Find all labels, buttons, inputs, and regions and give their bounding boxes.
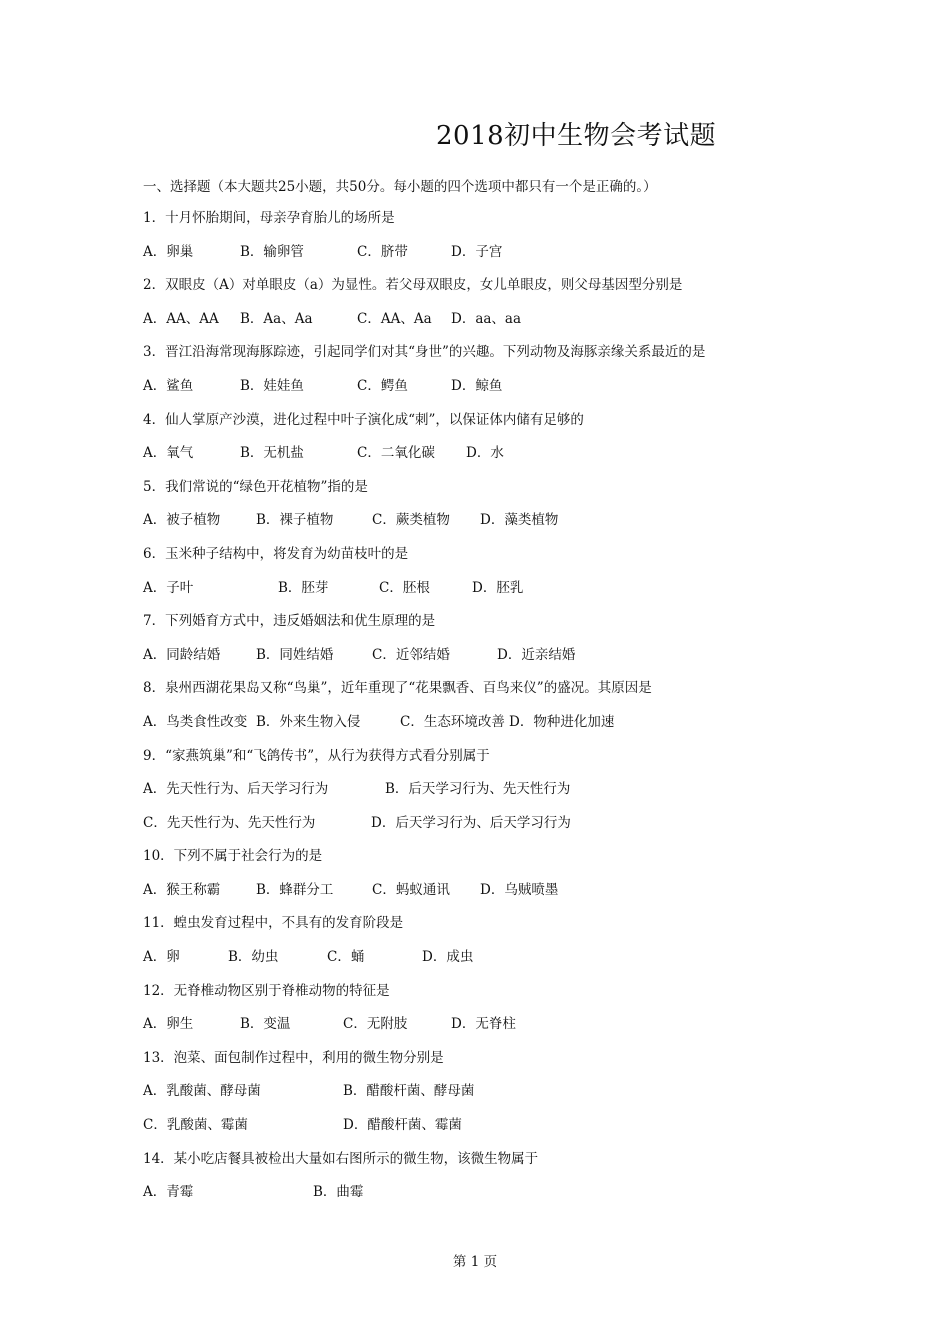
page-number: 第 1 页: [452, 1254, 498, 1270]
answer-option: A．被子植物: [143, 512, 221, 529]
answer-option: D．水: [466, 445, 504, 462]
question-text: 2．双眼皮（A）对单眼皮（a）为显性。若父母双眼皮，女儿单眼皮，则父母基因型分别是: [143, 277, 683, 294]
section-heading: 一、选择题（本大题共25小题，共50分。每小题的四个选项中都只有一个是正确的。）: [143, 179, 657, 195]
option-row: [143, 308, 823, 342]
answer-option: D．胚乳: [472, 579, 524, 596]
answer-option: A．卵巢: [143, 243, 194, 260]
answer-option: D．鲸鱼: [451, 377, 503, 394]
answer-option: A．青霉: [143, 1184, 194, 1201]
option-row: [143, 644, 823, 678]
option-row: [143, 509, 823, 543]
answer-option: B．幼虫: [228, 949, 279, 966]
answer-option: A．鲨鱼: [143, 377, 194, 394]
question-text: 6．玉米种子结构中，将发育为幼苗枝叶的是: [143, 545, 409, 562]
question-text: 10．下列不属于社会行为的是: [143, 848, 323, 865]
question-list: [143, 207, 823, 1215]
answer-option: C．二氧化碳: [357, 445, 435, 462]
answer-option: A．猴王称霸: [143, 881, 221, 898]
option-row: [143, 1013, 823, 1047]
option-row: [143, 946, 823, 980]
answer-option: C．胚根: [379, 579, 430, 596]
answer-option: A．同龄结婚: [143, 646, 221, 663]
answer-option: C．蕨类植物: [372, 512, 450, 529]
question-text: 1．十月怀胎期间，母亲孕育胎儿的场所是: [143, 210, 395, 226]
answer-option: D．aa、aa: [451, 310, 522, 327]
question-text: 13．泡菜、面包制作过程中，利用的微生物分别是: [143, 1049, 444, 1066]
answer-option: D．后天学习行为、后天学习行为: [371, 814, 571, 831]
option-row: [143, 778, 823, 812]
question-text: 5．我们常说的“绿色开花植物”指的是: [143, 478, 368, 495]
answer-option: B．输卵管: [240, 243, 304, 260]
answer-option: D．成虫: [422, 949, 474, 966]
option-row: [143, 711, 823, 745]
answer-option: B．外来生物入侵: [256, 713, 361, 730]
question-text: 12．无脊椎动物区别于脊椎动物的特征是: [143, 982, 390, 999]
answer-option: C．蚂蚁通讯: [372, 881, 450, 898]
answer-option: B．变温: [240, 1016, 291, 1033]
answer-option: C．鳄鱼: [357, 377, 408, 394]
answer-option: B．后天学习行为、先天性行为: [385, 781, 571, 798]
answer-option: B．同姓结婚: [256, 646, 334, 663]
answer-option: D．近亲结婚: [497, 646, 576, 663]
question-text: 8．泉州西湖花果岛又称“鸟巢”，近年重现了“花果飘香、百鸟来仪”的盛况。其原因是: [143, 680, 652, 697]
answer-option: C．蛹: [327, 949, 365, 966]
answer-option: B．Aa、Aa: [240, 310, 313, 327]
option-row: [143, 375, 823, 409]
question-text: 9．“家燕筑巢”和“飞鸽传书”，从行为获得方式看分别属于: [143, 747, 490, 764]
answer-option: B．曲霉: [313, 1184, 364, 1201]
answer-option: C．近邻结婚: [372, 646, 450, 663]
answer-option: A．乳酸菌、酵母菌: [143, 1083, 261, 1100]
option-row: [143, 812, 823, 846]
option-row: [143, 241, 823, 275]
answer-option: B．蜂群分工: [256, 881, 334, 898]
answer-option: C．生态环境改善: [400, 713, 505, 730]
answer-option: D．藻类植物: [480, 512, 559, 529]
question-text: 7．下列婚育方式中，违反婚姻法和优生原理的是: [143, 613, 436, 630]
answer-option: C．乳酸菌、霉菌: [143, 1117, 248, 1134]
answer-option: C．无附肢: [343, 1016, 408, 1033]
page-title: 2018初中生物会考试题: [436, 121, 717, 151]
option-row: [143, 879, 823, 913]
answer-option: C．脐带: [357, 243, 408, 260]
option-row: [143, 442, 823, 476]
answer-option: D．物种进化加速: [509, 713, 615, 730]
answer-option: A．氧气: [143, 445, 194, 462]
answer-option: A．AA、AA: [143, 310, 219, 327]
answer-option: C．先天性行为、先天性行为: [143, 814, 316, 831]
answer-option: D．子宫: [451, 243, 503, 260]
answer-option: B．醋酸杆菌、酵母菌: [343, 1083, 475, 1100]
option-row: [143, 1080, 823, 1114]
answer-option: D．无脊柱: [451, 1016, 516, 1033]
question-text: 14．某小吃店餐具被检出大量如右图所示的微生物，该微生物属于: [143, 1150, 539, 1167]
answer-option: D．醋酸杆菌、霉菌: [343, 1117, 462, 1134]
question-text: 3．晋江沿海常现海豚踪迹，引起同学们对其“身世”的兴趣。下列动物及海豚亲缘关系最近的是: [143, 344, 706, 361]
answer-option: D．乌贼喷墨: [480, 881, 559, 898]
question-text: 11．蝗虫发育过程中，不具有的发育阶段是: [143, 915, 404, 932]
question-text: 4．仙人掌原产沙漠，进化过程中叶子演化成“刺”，以保证体内储有足够的: [143, 411, 584, 428]
answer-option: B．娃娃鱼: [240, 377, 304, 394]
answer-option: A．卵: [143, 949, 180, 966]
answer-option: B．裸子植物: [256, 512, 334, 529]
option-row: [143, 1114, 823, 1148]
answer-option: A．先天性行为、后天学习行为: [143, 781, 329, 798]
option-row: [143, 1181, 823, 1215]
answer-option: B．无机盐: [240, 445, 304, 462]
answer-option: A．卵生: [143, 1016, 194, 1033]
answer-option: A．子叶: [143, 579, 194, 596]
answer-option: A．鸟类食性改变: [143, 713, 248, 730]
answer-option: C．AA、Aa: [357, 310, 432, 327]
option-row: [143, 577, 823, 611]
answer-option: B．胚芽: [278, 579, 329, 596]
